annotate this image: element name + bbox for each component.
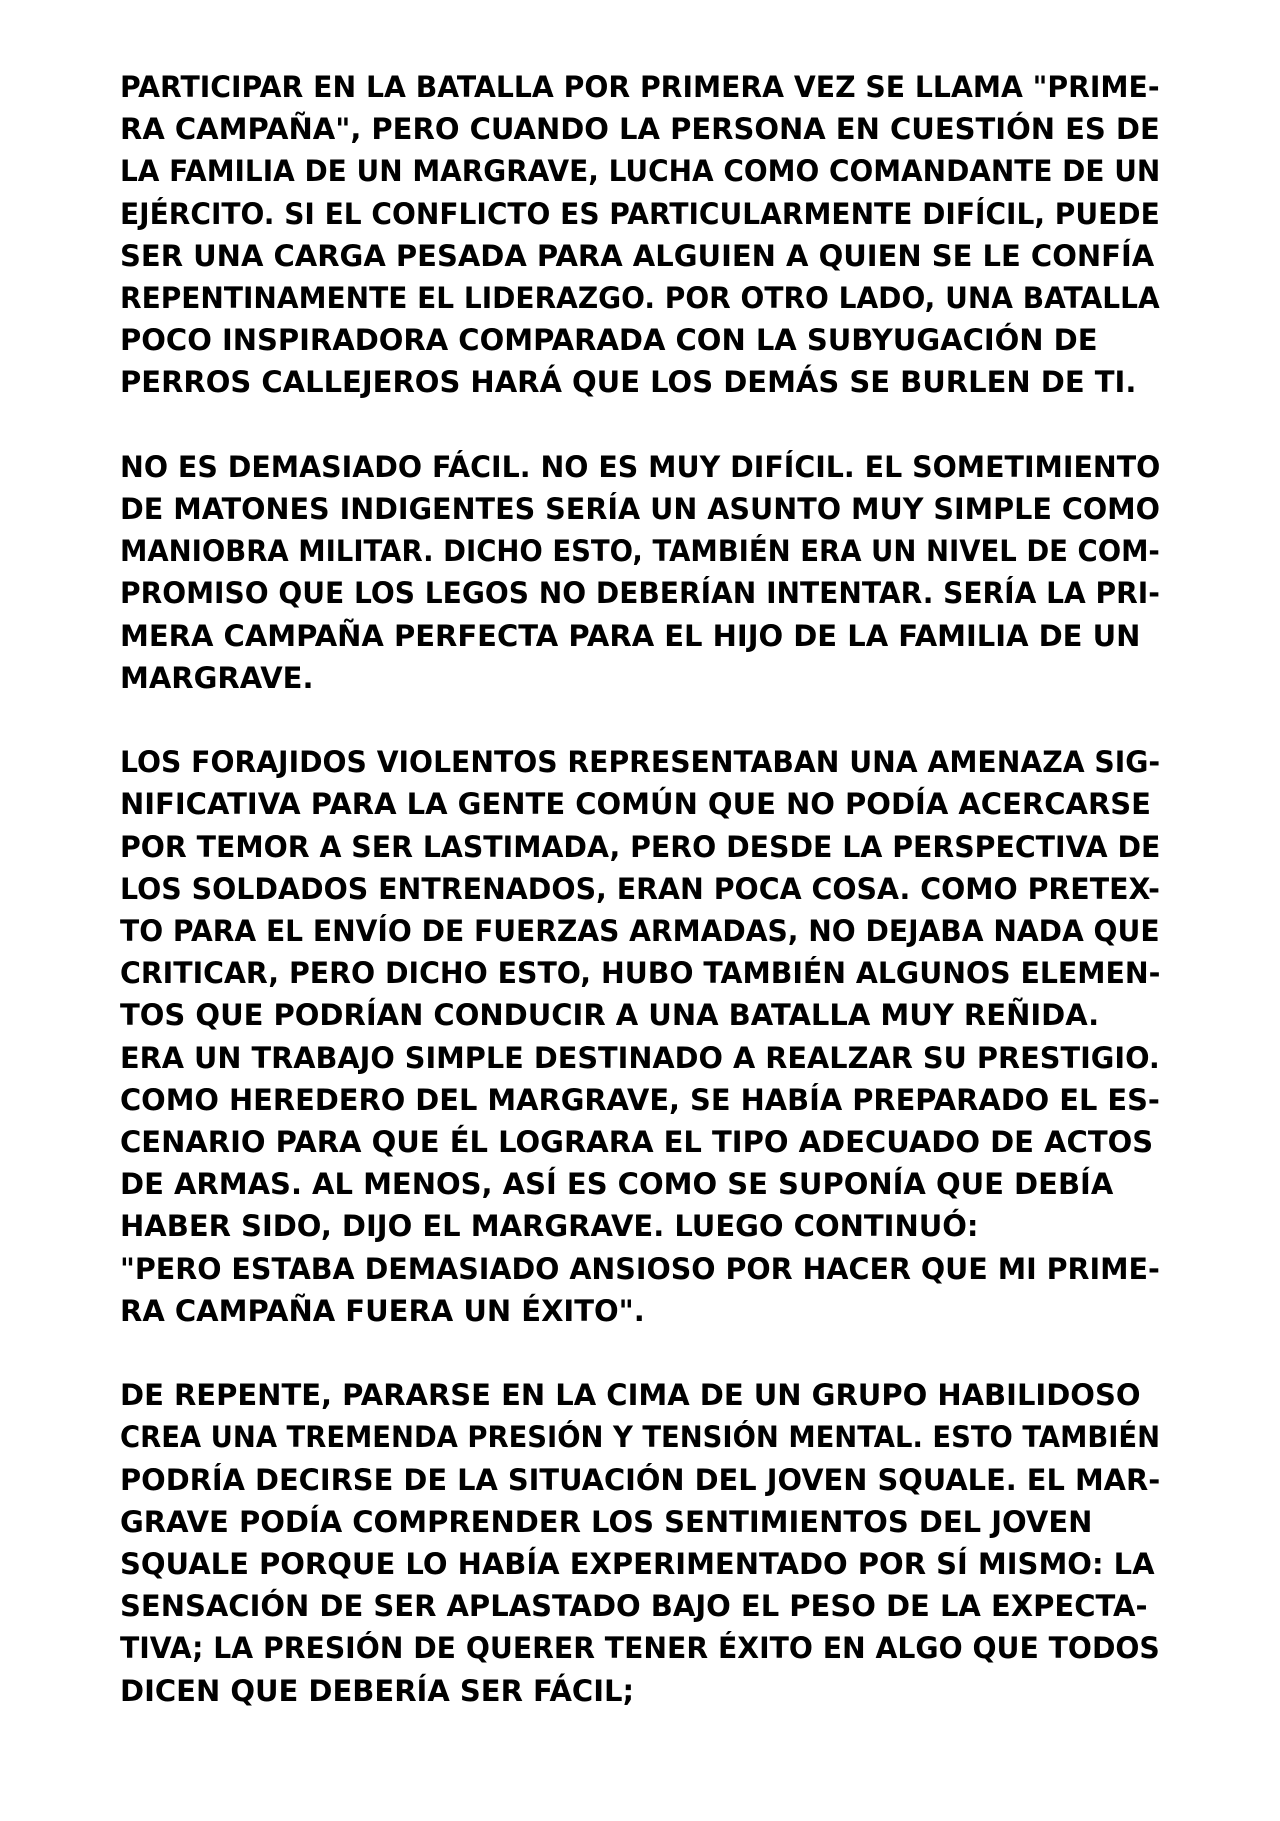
text-line: PODRÍA DECIRSE DE LA SITUACIÓN DEL JOVEN SQUALE. EL MAR- <box>120 1462 1161 1497</box>
text-line: LA FAMILIA DE UN MARGRAVE, LUCHA COMO COMANDANTE DE UN <box>120 154 1161 189</box>
text-line: ERA UN TRABAJO SIMPLE DESTINADO A REALZAR SU PRESTIGIO. <box>120 1040 1160 1075</box>
text-line: MARGRAVE. <box>120 660 314 695</box>
text-line: SQUALE PORQUE LO HABÍA EXPERIMENTADO POR SÍ MISMO: LA <box>120 1547 1155 1582</box>
text-line: DE MATONES INDIGENTES SERÍA UN ASUNTO MUY SIMPLE COMO <box>120 492 1160 527</box>
text-line: EJÉRCITO. SI EL CONFLICTO ES PARTICULARMENTE DIFÍCIL, PUEDE <box>120 196 1160 231</box>
text-line: TOS QUE PODRÍAN CONDUCIR A UNA BATALLA MUY REÑIDA. <box>120 998 1100 1033</box>
text-line: TO PARA EL ENVÍO DE FUERZAS ARMADAS, NO DEJABA NADA QUE <box>120 914 1160 949</box>
text-line: PARTICIPAR EN LA BATALLA POR PRIMERA VEZ SE LLAMA "PRIME- <box>120 70 1160 104</box>
text-line: DE REPENTE, PARARSE EN LA CIMA DE UN GRUPO HABILIDOSO <box>120 1378 1141 1413</box>
text-line: GRAVE PODÍA COMPRENDER LOS SENTIMIENTOS DEL JOVEN <box>120 1504 1093 1539</box>
paragraph-2 <box>120 446 1160 699</box>
text-line: DE ARMAS. AL MENOS, ASÍ ES COMO SE SUPONÍA QUE DEBÍA <box>120 1167 1114 1202</box>
text-line: HABER SIDO, DIJO EL MARGRAVE. LUEGO CONTINUÓ: <box>120 1209 979 1244</box>
text-line: PROMISO QUE LOS LEGOS NO DEBERÍAN INTENTAR. SERÍA LA PRI- <box>120 576 1160 611</box>
text-line: LOS FORAJIDOS VIOLENTOS REPRESENTABAN UNA AMENAZA SIG- <box>120 745 1161 780</box>
text-line: RA CAMPAÑA", PERO CUANDO LA PERSONA EN CUESTIÓN ES DE <box>120 112 1160 147</box>
paragraph-1 <box>120 66 1160 404</box>
text-line: CREA UNA TREMENDA PRESIÓN Y TENSIÓN MENTAL. ESTO TAMBIÉN <box>120 1420 1161 1455</box>
text-line: POR TEMOR A SER LASTIMADA, PERO DESDE LA PERSPECTIVA DE <box>120 829 1161 864</box>
text-line: MERA CAMPAÑA PERFECTA PARA EL HIJO DE LA FAMILIA DE UN <box>120 618 1141 653</box>
text-line: SER UNA CARGA PESADA PARA ALGUIEN A QUIEN SE LE CONFÍA <box>120 238 1155 273</box>
text-line: TIVA; LA PRESIÓN DE QUERER TENER ÉXITO EN ALGO QUE TODOS <box>120 1631 1160 1666</box>
paragraph-3 <box>120 741 1160 1332</box>
text-line: COMO HEREDERO DEL MARGRAVE, SE HABÍA PREPARADO EL ES- <box>120 1082 1160 1117</box>
text-line: "PERO ESTABA DEMASIADO ANSIOSO POR HACER QUE MI PRIME- <box>120 1251 1160 1286</box>
text-line: RA CAMPAÑA FUERA UN ÉXITO". <box>120 1293 645 1328</box>
text-line: PERROS CALLEJEROS HARÁ QUE LOS DEMÁS SE BURLEN DE TI. <box>120 365 1137 400</box>
text-line: CENARIO PARA QUE ÉL LOGRARA EL TIPO ADECUADO DE ACTOS <box>120 1125 1154 1160</box>
text-line: LOS SOLDADOS ENTRENADOS, ERAN POCA COSA. COMO PRETEX- <box>120 871 1160 906</box>
text-line: POCO INSPIRADORA COMPARADA CON LA SUBYUGACIÓN DE <box>120 323 1098 358</box>
text-page <box>120 66 1160 1754</box>
text-line: MANIOBRA MILITAR. DICHO ESTO, TAMBIÉN ERA UN NIVEL DE COM- <box>120 534 1160 569</box>
text-line: CRITICAR, PERO DICHO ESTO, HUBO TAMBIÉN ALGUNOS ELEMEN- <box>120 956 1161 991</box>
text-line: NO ES DEMASIADO FÁCIL. NO ES MUY DIFÍCIL. EL SOMETIMIENTO <box>120 449 1161 484</box>
text-line: REPENTINAMENTE EL LIDERAZGO. POR OTRO LADO, UNA BATALLA <box>120 281 1160 316</box>
text-line: SENSACIÓN DE SER APLASTADO BAJO EL PESO DE LA EXPECTA- <box>120 1589 1148 1624</box>
text-line: NIFICATIVA PARA LA GENTE COMÚN QUE NO PODÍA ACERCARSE <box>120 787 1151 822</box>
text-line: DICEN QUE DEBERÍA SER FÁCIL; <box>120 1673 635 1708</box>
paragraph-4 <box>120 1374 1160 1712</box>
